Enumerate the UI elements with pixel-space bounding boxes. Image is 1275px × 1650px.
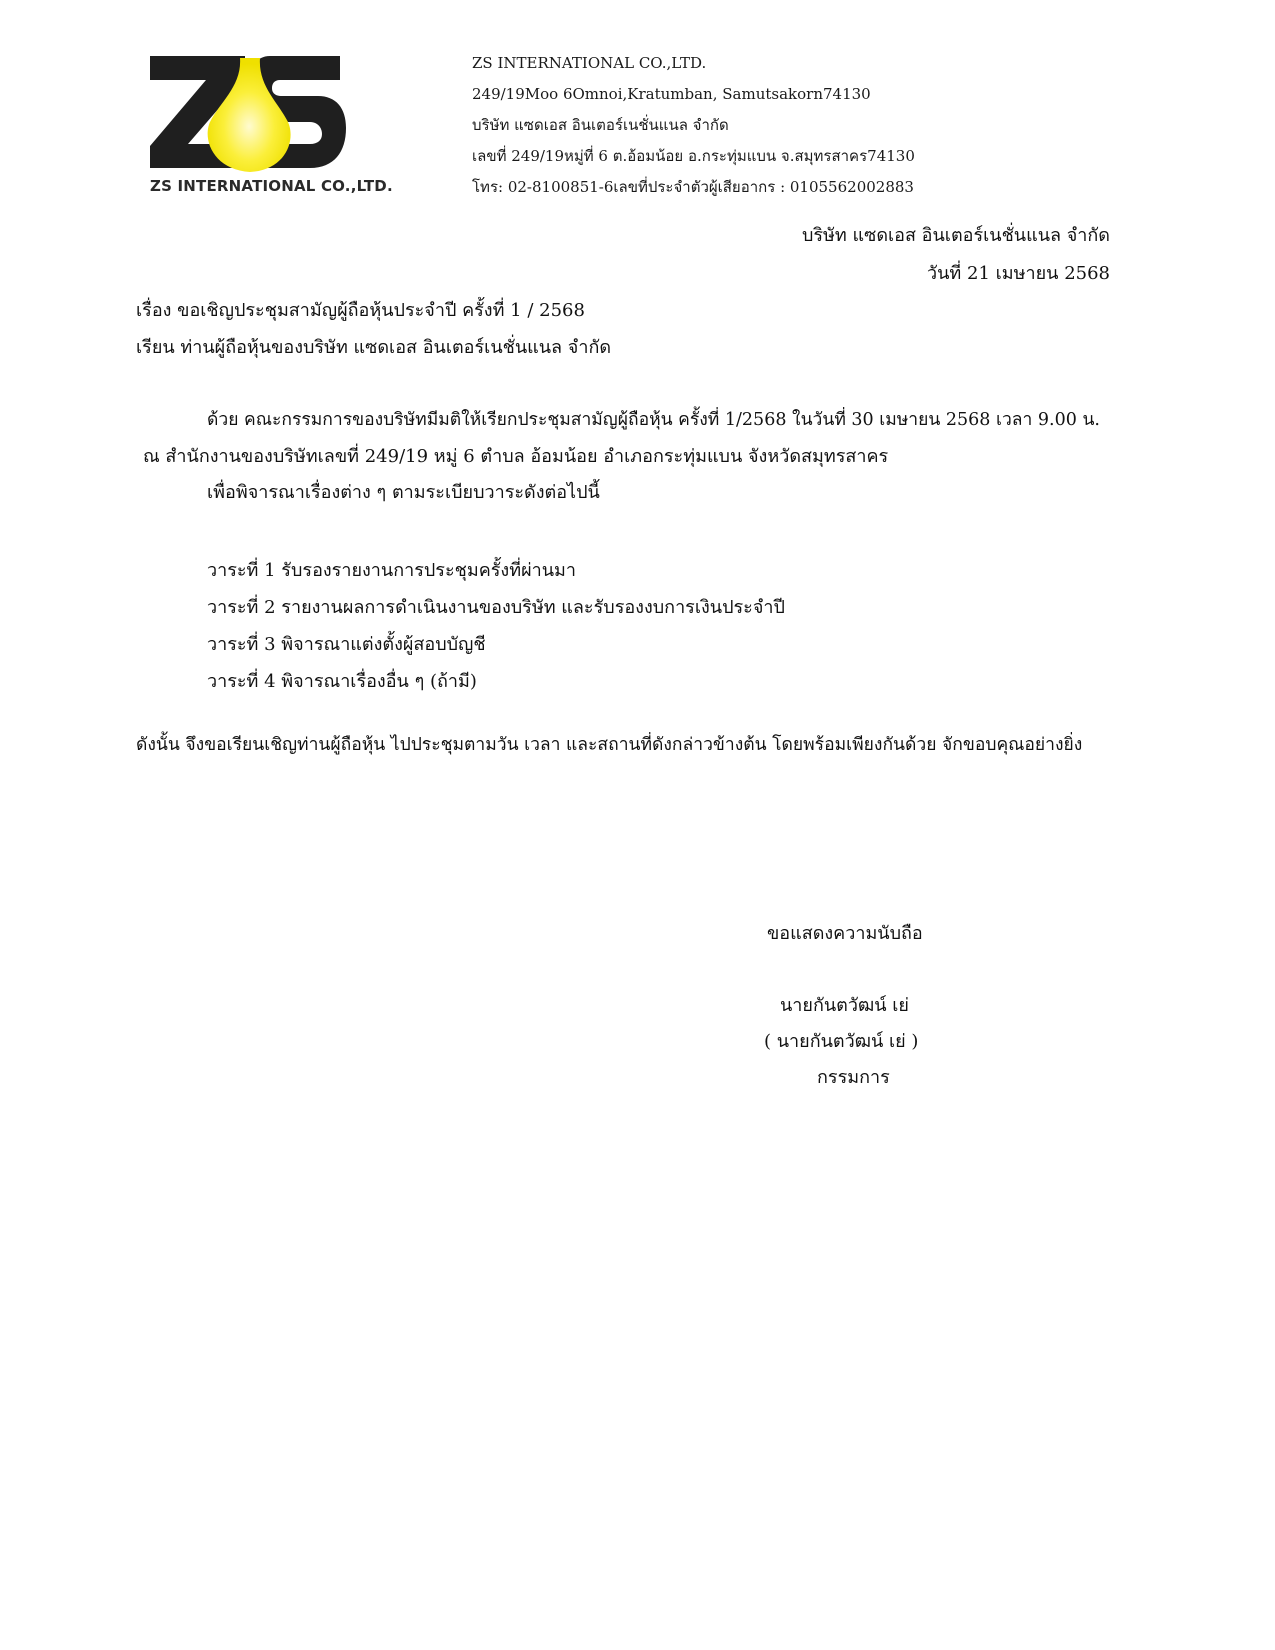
company-name-th: บริษัท แซดเอส อินเตอร์เนชั่นแนล จำกัด: [472, 116, 729, 134]
signer-title: กรรมการ: [817, 1067, 890, 1088]
regards: ขอแสดงความนับถือ: [767, 923, 923, 944]
logo-caption: ZS INTERNATIONAL CO.,LTD.: [150, 177, 393, 195]
letter-subject: เรื่อง ขอเชิญประชุมสามัญผู้ถือหุ้นประจำปี ครั้งที่ 1 / 2568: [136, 300, 585, 321]
letter-date: วันที่ 21 เมษายน 2568: [927, 263, 1110, 284]
body-paragraph-line-1: ด้วย คณะกรรมการของบริษัทมีมติให้เรียกประชุมสามัญผู้ถือหุ้น ครั้งที่ 1/2568 ในวันที่ 30 เมษายน 2568 เวลา 9.00 น.: [207, 410, 1100, 430]
agenda-item-1: วาระที่ 1 รับรองรายงานการประชุมครั้งที่ผ่านมา: [207, 560, 577, 581]
zs-logo-icon: [150, 56, 350, 176]
body-paragraph-line-2: ณ สำนักงานของบริษัทเลขที่ 249/19 หมู่ 6 ตำบล อ้อมน้อย อำเภอกระทุ่มแบน จังหวัดสมุทรสาคร: [143, 446, 889, 467]
agenda-item-2: วาระที่ 2 รายงานผลการดำเนินงานของบริษัท และรับรองงบการเงินประจำปี: [207, 597, 785, 618]
body-paragraph-line-3: เพื่อพิจารณาเรื่องต่าง ๆ ตามระเบียบวาระดังต่อไปนี้: [207, 482, 600, 503]
agenda-list: [207, 552, 785, 700]
signer-name: นายกันตวัฒน์ เย่: [780, 995, 909, 1016]
closing-paragraph: ดังนั้น จึงขอเรียนเชิญท่านผู้ถือหุ้น ไปประชุมตามวัน เวลา และสถานที่ดังกล่าวข้างต้น โดยพร้อมเพียงกันด้วย จักขอบคุณอย่างยิ่ง: [136, 735, 1083, 755]
agenda-item-3: วาระที่ 3 พิจารณาแต่งตั้งผู้สอบบัญชี: [207, 634, 486, 655]
letter-company-right: บริษัท แซดเอส อินเตอร์เนชั่นแนล จำกัด: [801, 225, 1110, 246]
signer-name-parenthesized: ( นายกันตวัฒน์ เย่ ): [764, 1031, 919, 1052]
letter-recipient: เรียน ท่านผู้ถือหุ้นของบริษัท แซดเอส อินเตอร์เนชั่นแนล จำกัด: [136, 337, 612, 358]
company-header: [472, 48, 915, 203]
company-address-th: เลขที่ 249/19หมู่ที่ 6 ต.อ้อมน้อย อ.กระทุ่มแบน จ.สมุทรสาคร74130: [472, 147, 915, 165]
company-logo: [150, 56, 393, 204]
company-address-en: 249/19Moo 6Omnoi,Kratumban, Samutsakorn74130: [472, 85, 871, 103]
agenda-item-4: วาระที่ 4 พิจารณาเรื่องอื่น ๆ (ถ้ามี): [207, 671, 477, 692]
company-phone-tax: โทร: 02-8100851-6เลขที่ประจำตัวผู้เสียอากร : 0105562002883: [472, 178, 914, 196]
company-name-en: ZS INTERNATIONAL CO.,LTD.: [472, 54, 707, 72]
